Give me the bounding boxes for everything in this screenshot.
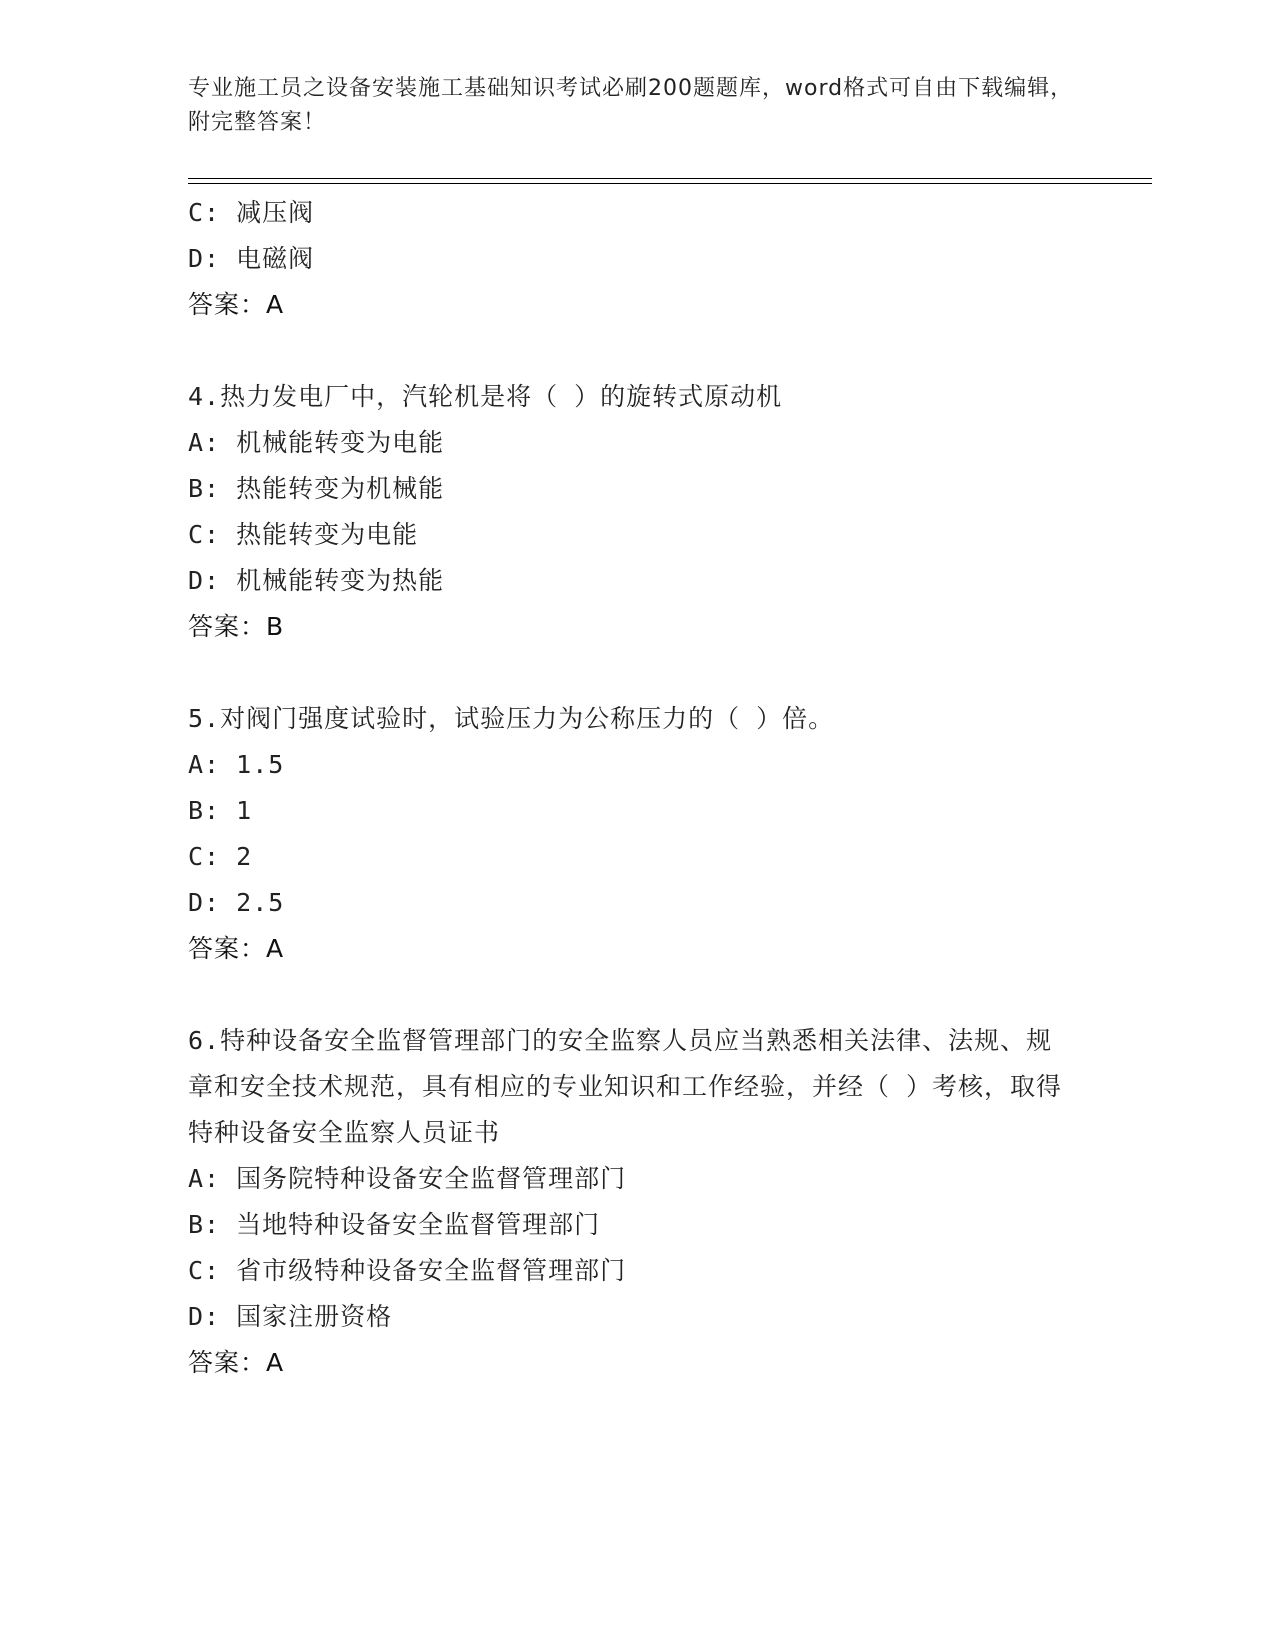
option-b: B: 当地特种设备安全监督管理部门 xyxy=(188,1210,601,1239)
header-divider-bottom xyxy=(188,183,1152,184)
option-a: A: 1.5 xyxy=(188,750,285,779)
question-text: 5.对阀门强度试验时，试验压力为公称压力的（ ）倍。 xyxy=(188,704,835,733)
option-c: C: 省市级特种设备安全监督管理部门 xyxy=(188,1256,627,1285)
answer-line: 答案：A xyxy=(188,1348,285,1377)
question-text: 6.特种设备安全监督管理部门的安全监察人员应当熟悉相关法律、法规、规章和安全技术规范，具有相应的专业知识和工作经验，并经（ ）考核，取得特种设备安全监察人员证书 xyxy=(188,1026,1063,1147)
question-block-5 xyxy=(188,696,1078,972)
question-block-4 xyxy=(188,374,1078,650)
option-b: B: 热能转变为机械能 xyxy=(188,474,445,503)
option-d: D: 2.5 xyxy=(188,888,285,917)
spacer xyxy=(188,650,1078,696)
question-block-continued xyxy=(188,190,1078,328)
question-block-6 xyxy=(188,1018,1078,1386)
question-list xyxy=(188,190,1078,1386)
spacer xyxy=(188,328,1078,374)
option-d: D: 电磁阀 xyxy=(188,244,315,273)
answer-line: 答案：A xyxy=(188,290,285,319)
option-a: A: 国务院特种设备安全监督管理部门 xyxy=(188,1164,627,1193)
option-c: C: 2 xyxy=(188,842,253,871)
header-divider-top xyxy=(188,178,1152,179)
option-a: A: 机械能转变为电能 xyxy=(188,428,445,457)
question-text: 4.热力发电厂中，汽轮机是将（ ）的旋转式原动机 xyxy=(188,382,783,411)
document-header xyxy=(188,72,1078,140)
spacer xyxy=(188,972,1078,1018)
option-c: C: 减压阀 xyxy=(188,198,315,227)
header-title: 专业施工员之设备安装施工基础知识考试必刷200题题库，word格式可自由下载编辑，附完整答案！ xyxy=(188,76,1074,135)
answer-line: 答案：A xyxy=(188,934,285,963)
option-c: C: 热能转变为电能 xyxy=(188,520,419,549)
answer-line: 答案：B xyxy=(188,612,285,641)
option-b: B: 1 xyxy=(188,796,253,825)
option-d: D: 机械能转变为热能 xyxy=(188,566,445,595)
option-d: D: 国家注册资格 xyxy=(188,1302,393,1331)
